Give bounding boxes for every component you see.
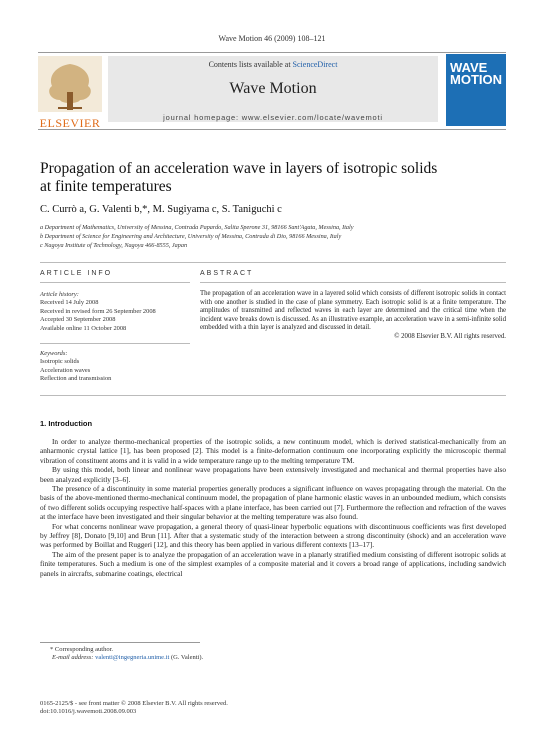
- history-accepted: Accepted 30 September 2008: [40, 316, 116, 324]
- introduction-body: [40, 437, 506, 578]
- keyword-item: Acceleration waves: [40, 366, 91, 374]
- keywords: [40, 350, 190, 384]
- article-title: [40, 160, 500, 196]
- publisher-name: ELSEVIER: [39, 116, 101, 130]
- contents-line: [108, 60, 438, 69]
- keyword-item: Reflection and transmission: [40, 375, 112, 383]
- email-line: [40, 654, 506, 662]
- section-heading: 1. Introduction: [40, 419, 93, 428]
- abstract-text: The propagation of an acceleration wave in a layered solid which consists of different isotropic solids in contact with one another is studied in the case of plane symmetry. Each isotropic solid is at a finite temperature. The amplitudes of transmitted and reflected waves in each layer are determined and the critical time when the incident wave breaks down is discussed. As an illustrative example, an acceleration wave in a semi-infinite solid embedded with a thin layer is analyzed and discussed in detail.: [200, 290, 506, 332]
- keyword-item: Isotropic solids: [40, 358, 80, 366]
- journal-homepage[interactable]: journal homepage: www.elsevier.com/locate/wavemoti: [163, 113, 383, 122]
- footnote-rule: [40, 642, 200, 643]
- title-line-1: Propagation of an acceleration wave in layers of isotropic solids: [40, 160, 438, 177]
- divider: [40, 395, 506, 396]
- journal-cover-title: WAVE MOTION: [450, 60, 502, 87]
- history-label: Article history:: [40, 291, 79, 298]
- article-history: [40, 291, 190, 333]
- affiliation-a: a Department of Mathematics, University of Messina, Contrada Papardo, Salita Sperone 31, 98166 Sant'Agata, Messina, Italy: [40, 224, 354, 231]
- paragraph: For what concerns nonlinear wave propagation, a general theory of quasi-linear hyperbolic equations with discontinuous coefficients was first developed by Jeffrey [8], Donato [9,10] and Brun [11]. After that a systematic study of the interaction between a strong discontinuity (shock) and an acceleration wave was performed by Boillat and Ruggeri [12], and this theory has been applied in various different contexts [13–17].: [40, 521, 506, 550]
- keywords-rule: [40, 343, 190, 344]
- footnote: [40, 646, 506, 663]
- abstract-label: ABSTRACT: [200, 270, 254, 277]
- paragraph: In order to analyze thermo-mechanical properties of the isotropic solids, a new continuum model, which is derived statistical-mechanically from an anharmonic crystal lattice [1], has been proposed [2]. This model is a finite-deformation continuum one incorporating explicitly the microscopic thermal vibration of constituent atoms and it is valid in a wide temperature range up to the melting temperature TM.: [40, 437, 506, 465]
- divider: [40, 262, 506, 263]
- title-line-2: at finite temperatures: [40, 178, 172, 195]
- email-label: E-mail address:: [52, 654, 96, 662]
- paragraph: The presence of a discontinuity in some material properties generally produces a significant influence on waves propagating through the material. On the basis of the above-mentioned thermo-mechanical continuum model, the propagation of plane harmonic elastic waves in an unbounded medium, which consists of two different solids occupying respective half-spaces with a plane interface, has been carried out [7]. Furthermore the reflection and refraction of the waves at the interface have been investigated and their singular behavior at the melting temperature was also found.: [40, 484, 506, 522]
- article-info-rule: [40, 282, 190, 283]
- journal-reference: Wave Motion 46 (2009) 108–121: [218, 34, 326, 43]
- email-suffix: (G. Valenti).: [169, 654, 204, 662]
- affiliation-c: c Nagoya Institute of Technology, Nagoya 466-8555, Japan: [40, 242, 188, 249]
- affiliation-b: b Department of Science for Engineering and Architecture, University of Messina, Contrada di Dio, 98166 Messina, Italy: [40, 233, 342, 240]
- email-link[interactable]: valenti@ingegneria.unime.it: [95, 654, 170, 662]
- journal-title: Wave Motion: [229, 80, 317, 97]
- keywords-label: Keywords:: [40, 350, 68, 357]
- abstract-rule: [200, 282, 506, 283]
- paragraph: The aim of the present paper is to analyze the propagation of an acceleration wave in a planarly stratified medium consisting of different isotropic solids at finite temperatures. Such a medium is one of the simplest examples of a composite material and it covers a broad range of applications, including sandwich panels in aircrafts, submarine coatings, electrical: [40, 549, 506, 578]
- history-revised: Received in revised form 26 September 2008: [40, 307, 156, 315]
- paragraph: By using this model, both linear and nonlinear wave propagations have been extensively investigated and mechanical and thermal properties have also been analyzed explicitly [3–6].: [40, 465, 506, 484]
- copyright: © 2008 Elsevier B.V. All rights reserved.: [394, 332, 506, 340]
- sciencedirect-link[interactable]: ScienceDirect: [292, 60, 338, 69]
- front-matter: [40, 700, 506, 717]
- author-list: C. Currò a, G. Valenti b,*, M. Sugiyama c, S. Taniguchi c: [40, 204, 282, 215]
- article-info-label: ARTICLE INFO: [40, 270, 113, 277]
- history-online: Available online 11 October 2008: [40, 324, 127, 332]
- issn-line: 0165-2125/$ - see front matter © 2008 Elsevier B.V. All rights reserved.: [40, 700, 228, 707]
- doi-line[interactable]: doi:10.1016/j.wavemoti.2008.09.003: [40, 708, 137, 716]
- history-received: Received 14 July 2008: [40, 299, 99, 307]
- corresponding-author: * Corresponding author.: [50, 646, 114, 653]
- contents-prefix: Contents lists available at: [208, 60, 293, 69]
- abstract-body: [200, 290, 506, 342]
